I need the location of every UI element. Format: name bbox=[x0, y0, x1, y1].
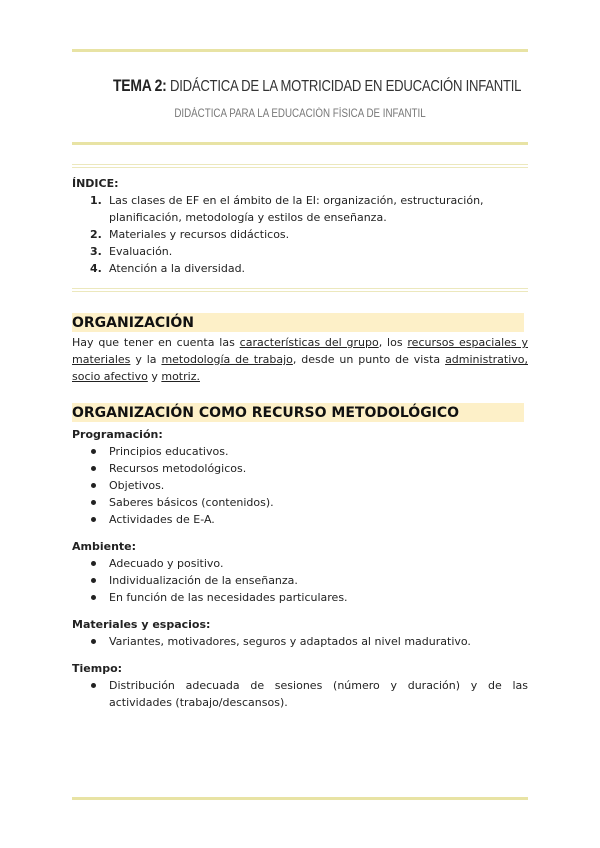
recurso-heading: ORGANIZACIÓN COMO RECURSO METODOLÓGICO bbox=[72, 403, 524, 422]
index-item bbox=[72, 243, 528, 260]
index-text: Las clases de EF en el ámbito de la EI: organización, estructuración, planificación, metodología y estilos de enseñanza. bbox=[109, 194, 484, 224]
list-item: Saberes básicos (contenidos). bbox=[72, 494, 528, 511]
top-rule bbox=[72, 49, 528, 52]
list-item: En función de las necesidades particulares. bbox=[72, 589, 528, 606]
index-section bbox=[72, 175, 528, 277]
programacion-label: Programación: bbox=[72, 428, 163, 441]
tiempo-label: Tiempo: bbox=[72, 662, 123, 675]
index-text: Atención a la diversidad. bbox=[109, 262, 246, 275]
index-number: 3. bbox=[90, 245, 102, 258]
index-top-rule bbox=[72, 164, 528, 165]
header-bottom-rule bbox=[72, 142, 528, 145]
index-item bbox=[72, 260, 528, 277]
index-bottom-rule bbox=[72, 288, 528, 289]
index-bottom-rule-2 bbox=[72, 291, 528, 292]
list-item: Principios educativos. bbox=[72, 443, 528, 460]
index-item bbox=[72, 226, 528, 243]
materiales-label: Materiales y espacios: bbox=[72, 618, 211, 631]
tiempo-list bbox=[72, 677, 528, 711]
list-item: Objetivos. bbox=[72, 477, 528, 494]
programacion-list bbox=[72, 443, 528, 528]
ambiente-label: Ambiente: bbox=[72, 540, 137, 553]
index-text: Evaluación. bbox=[109, 245, 173, 258]
index-number: 1. bbox=[90, 194, 102, 207]
index-number: 4. bbox=[90, 262, 102, 275]
list-item: Actividades de E-A. bbox=[72, 511, 528, 528]
organizacion-paragraph: Hay que tener en cuenta las características del grupo, los recursos espaciales y materiales y la metodología de trabajo, desde un punto de vista administrativo, socio afectivo y motriz. bbox=[72, 336, 528, 383]
index-number: 2. bbox=[90, 228, 102, 241]
page-title bbox=[113, 76, 522, 96]
index-item bbox=[72, 192, 528, 226]
list-item: Recursos metodológicos. bbox=[72, 460, 528, 477]
organizacion-heading: ORGANIZACIÓN bbox=[72, 313, 524, 332]
list-item: Variantes, motivadores, seguros y adaptados al nivel madurativo. bbox=[72, 633, 528, 650]
title-lead: TEMA 2: bbox=[113, 76, 167, 95]
list-item: Distribución adecuada de sesiones (número y duración) y de las actividades (trabajo/descansos). bbox=[72, 677, 528, 711]
materiales-list bbox=[72, 633, 528, 650]
ambiente-list bbox=[72, 555, 528, 606]
recurso-section bbox=[72, 426, 528, 711]
title-rest: DIDÁCTICA DE LA MOTRICIDAD EN EDUCACIÓN INFANTIL bbox=[166, 78, 522, 95]
index-text: Materiales y recursos didácticos. bbox=[109, 228, 290, 241]
list-item: Individualización de la enseñanza. bbox=[72, 572, 528, 589]
page-subtitle: DIDÁCTICA PARA LA EDUCACIÓN FÍSICA DE INFANTIL bbox=[174, 108, 426, 120]
index-label: ÍNDICE: bbox=[72, 177, 119, 190]
list-item: Adecuado y positivo. bbox=[72, 555, 528, 572]
index-list bbox=[72, 192, 528, 277]
bottom-rule bbox=[72, 797, 528, 800]
index-top-rule-2 bbox=[72, 167, 528, 168]
